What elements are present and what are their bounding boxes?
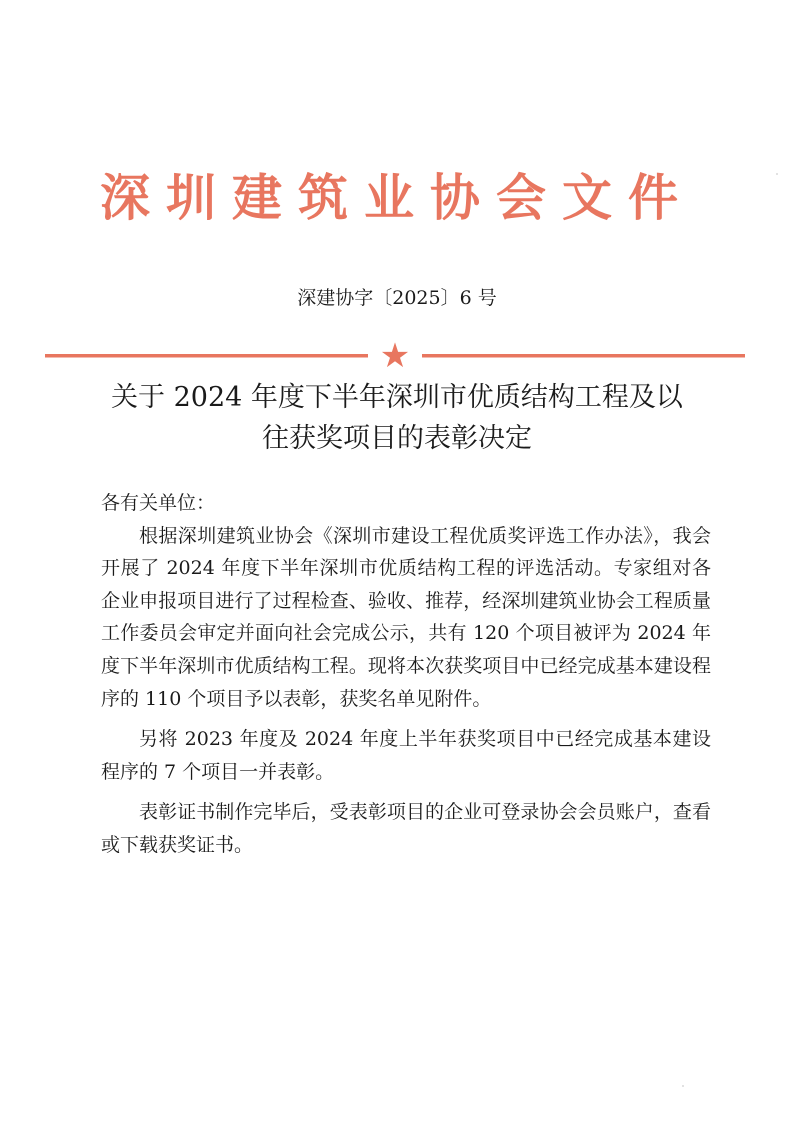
document-title xyxy=(60,377,734,459)
document-number: 深建协字〔2025〕6 号 xyxy=(297,287,497,309)
salutation: 各有关单位： xyxy=(101,492,216,514)
document-body xyxy=(101,487,711,862)
title-line-2: 往获奖项目的表彰决定 xyxy=(262,423,532,454)
red-star-divider xyxy=(45,338,745,374)
star-icon: ★ xyxy=(379,338,411,374)
paragraph-2: 另将 2023 年度及 2024 年度上半年获奖项目中已经完成基本建设程序的 7 个项目一并表彰。 xyxy=(101,728,711,783)
scan-speck xyxy=(776,173,778,175)
scan-speck xyxy=(682,1085,684,1087)
paragraph-1: 根据深圳建筑业协会《深圳市建设工程优质奖评选工作办法》，我会开展了 2024 年度下半年深圳市优质结构工程的评选活动。专家组对各企业申报项目进行了过程检查、验收、推荐，经深圳建筑业协会工程质量工作委员会审定并面向社会完成公示，共有 120 个项目被评为 2024 年度下半年深圳市优质结构工程。现将本次获奖项目中已经完成基本建设程序的 110 个项目予以表彰，获奖名单见附件。 xyxy=(101,524,711,710)
title-line-1: 关于 2024 年度下半年深圳市优质结构工程及以 xyxy=(111,382,683,413)
paragraph-3: 表彰证书制作完毕后，受表彰项目的企业可登录协会会员账户，查看或下载获奖证书。 xyxy=(101,801,711,856)
masthead-title: 深圳建筑业协会文件 xyxy=(100,168,694,227)
divider-line-right xyxy=(422,354,745,358)
divider-line-left xyxy=(45,354,368,358)
